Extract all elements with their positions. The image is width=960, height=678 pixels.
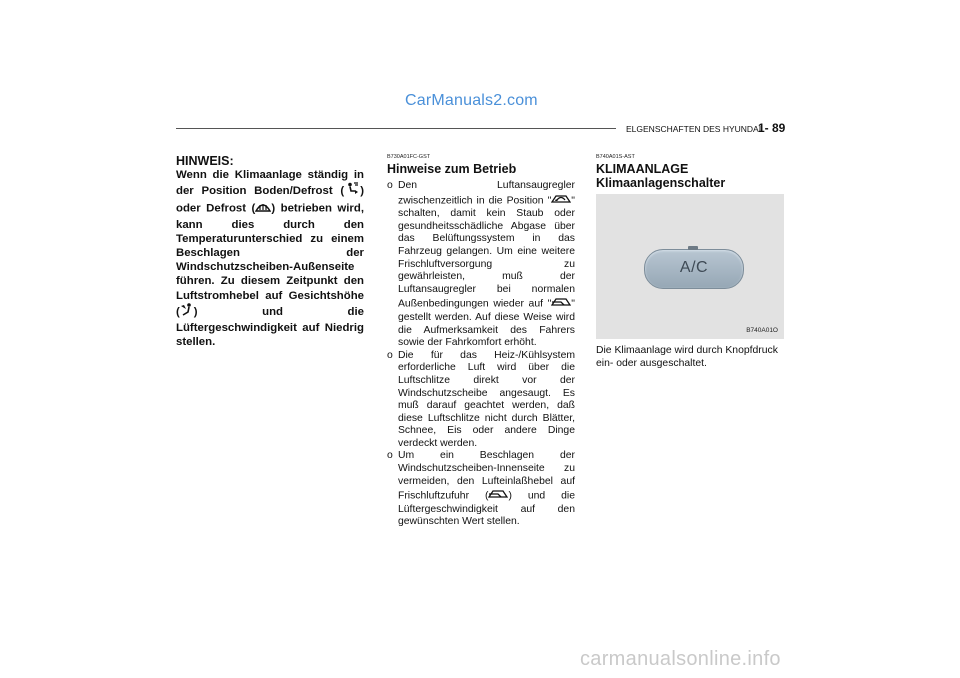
photo-code: B740A01O	[746, 327, 778, 334]
page-number: 1- 89	[758, 121, 786, 135]
section-title-line2: Klimaanlagenschalter	[596, 176, 726, 190]
floor-defrost-icon	[344, 182, 360, 200]
klima-column	[596, 154, 786, 370]
recirculation-icon	[551, 193, 571, 209]
hinweis-title: HINWEIS:	[176, 154, 234, 168]
ac-button	[644, 249, 744, 289]
item-text: Die für das Heiz-/Kühlsystem erforderliche Luft wird über die Luftschlitze direkt vor der Windschutzscheibe angesaugt. Es muß darauf geachtet werden, daß diese Luftschlitze nicht durch Blätter, Schnee, Eis oder andere Dinge verdeckt werden.	[398, 349, 575, 449]
item-text: " gestellt werden. Auf diese Weise wird die Aufmerksamkeit des Fahrers sowie der Fahrkomfort erhöht.	[398, 298, 575, 349]
section-title	[596, 162, 786, 190]
hinweis-text-3: ) betrieben wird, kann dies durch den Temperaturunterschied zu einem Beschlagen der Windschutzscheiben-Außenseite führen. Zu diesem Zeitpunkt den Luftstromhebel auf Gesichtshöhe (	[176, 203, 364, 318]
bullet: o	[387, 349, 393, 361]
ac-button-label: A/C	[679, 259, 709, 276]
photo-caption: Die Klimaanlage wird durch Knopfdruck ein- oder ausgeschaltet.	[596, 345, 778, 369]
section-code: B740A01S-AST	[596, 154, 635, 160]
betrieb-column	[387, 154, 575, 529]
bullet: o	[387, 450, 393, 462]
bullet: o	[387, 180, 393, 191]
hinweis-text-4: ) und die Lüftergeschwindigkeit auf Niedrig stellen.	[176, 305, 364, 349]
list-item	[387, 350, 575, 451]
carmanuals-watermark[interactable]: CarManuals2.com	[405, 92, 538, 109]
item-text: Den Luftansaugregler zwischenzeitlich in die Position "	[398, 180, 575, 207]
list-item	[387, 450, 575, 529]
list-item	[387, 180, 575, 350]
defrost-icon	[255, 200, 271, 217]
header-rule	[176, 128, 616, 129]
item-text: " schalten, damit kein Staub oder gesundheitsschädliche Abgase über das Belüftungssystem in das Fahrzeug gelangen. Um eine weitere Frischluftversorgung zu gewährleisten, muß der Luftansaugregler bei normalen Außenbedingungen wieder auf "	[398, 195, 575, 310]
section-title-line1: KLIMAANLAGE	[596, 162, 689, 176]
carmanualsonline-watermark[interactable]: carmanualsonline.info	[580, 648, 781, 670]
hinweis-text-2: ) oder Defrost (	[176, 185, 364, 216]
ac-switch-photo	[596, 194, 784, 339]
hinweis-text-1: Wenn die Klimaanlage ständig in der Position Boden/Defrost (	[176, 169, 364, 198]
item-text: ) und die Lüftergeschwindigkeit auf den gewünschten Wert stellen.	[398, 490, 575, 528]
hinweis-column	[176, 154, 364, 349]
betrieb-list	[387, 180, 575, 529]
fresh-air-icon	[488, 488, 508, 504]
face-vent-icon	[180, 303, 194, 321]
section-title: Hinweise zum Betrieb	[387, 162, 517, 176]
page-header-title: ELGENSCHAFTEN DES HYUNDAI	[626, 124, 762, 134]
ac-indicator-led	[688, 246, 698, 250]
hinweis-body	[176, 168, 364, 349]
item-text: Um ein Beschlagen der Windschutzscheiben-Innenseite zu vermeiden, den Lufteinlaßhebel auf Frischluftzufuhr (	[398, 450, 575, 502]
section-code: B730A01FC-GST	[387, 154, 431, 160]
fresh-air-icon	[551, 296, 571, 312]
